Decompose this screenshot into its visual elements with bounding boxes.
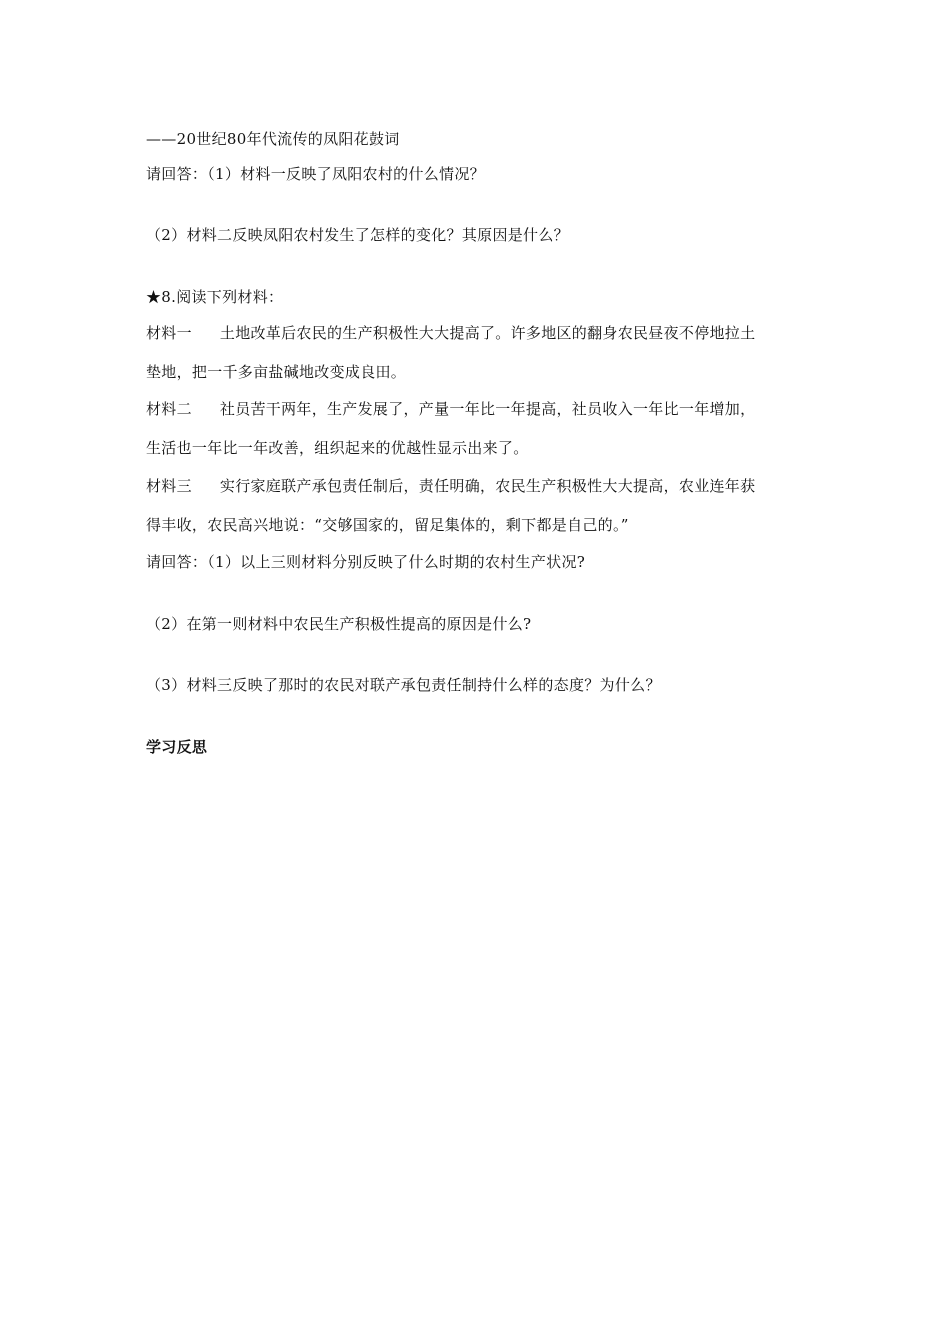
question-text: （1）材料一反映了凤阳农村的什么情况？ (207, 165, 485, 183)
material-2-label: 材料二 (146, 400, 192, 418)
question-8-1 (146, 552, 585, 572)
ask-prefix: 请回答： (146, 553, 208, 571)
material-2-line-1 (146, 399, 755, 419)
question-8-heading: ★8.阅读下列材料： (146, 288, 284, 306)
material-2-line-2: 生活也一年比一年改善，组织起来的优越性显示出来了。 (146, 439, 529, 457)
source-line: ——20世纪80年代流传的凤阳花鼓词 (146, 130, 400, 148)
ask-prefix: 请回答： (146, 165, 208, 183)
material-3-text: 实行家庭联产承包责任制后，责任明确，农民生产积极性大大提高，农业连年获 (219, 477, 756, 495)
material-3-line-1 (146, 476, 755, 496)
question-text: （1）以上三则材料分别反映了什么时期的农村生产状况? (207, 553, 586, 571)
material-3-line-2: 得丰收，农民高兴地说：“交够国家的，留足集体的，剩下都是自己的。” (146, 516, 629, 534)
material-2-text: 社员苦干两年，生产发展了，产量一年比一年提高，社员收入一年比一年增加， (219, 400, 756, 418)
material-3-label: 材料三 (146, 477, 192, 495)
material-1-line-2: 垫地，把一千多亩盐碱地改变成良田。 (146, 363, 407, 381)
material-1-text: 土地改革后农民的生产积极性大大提高了。许多地区的翻身农民昼夜不停地拉土 (219, 324, 756, 342)
question-7-2: （2）材料二反映凤阳农村发生了怎样的变化？其原因是什么？ (146, 226, 569, 244)
material-1-line-1 (146, 323, 755, 343)
question-8-2: （2）在第一则材料中农民生产积极性提高的原因是什么? (146, 615, 532, 633)
reflection-heading: 学习反思 (146, 738, 208, 756)
question-7-1 (146, 164, 485, 184)
question-8-3: （3）材料三反映了那时的农民对联产承包责任制持什么样的态度？为什么？ (146, 676, 661, 694)
material-1-label: 材料一 (146, 324, 192, 342)
